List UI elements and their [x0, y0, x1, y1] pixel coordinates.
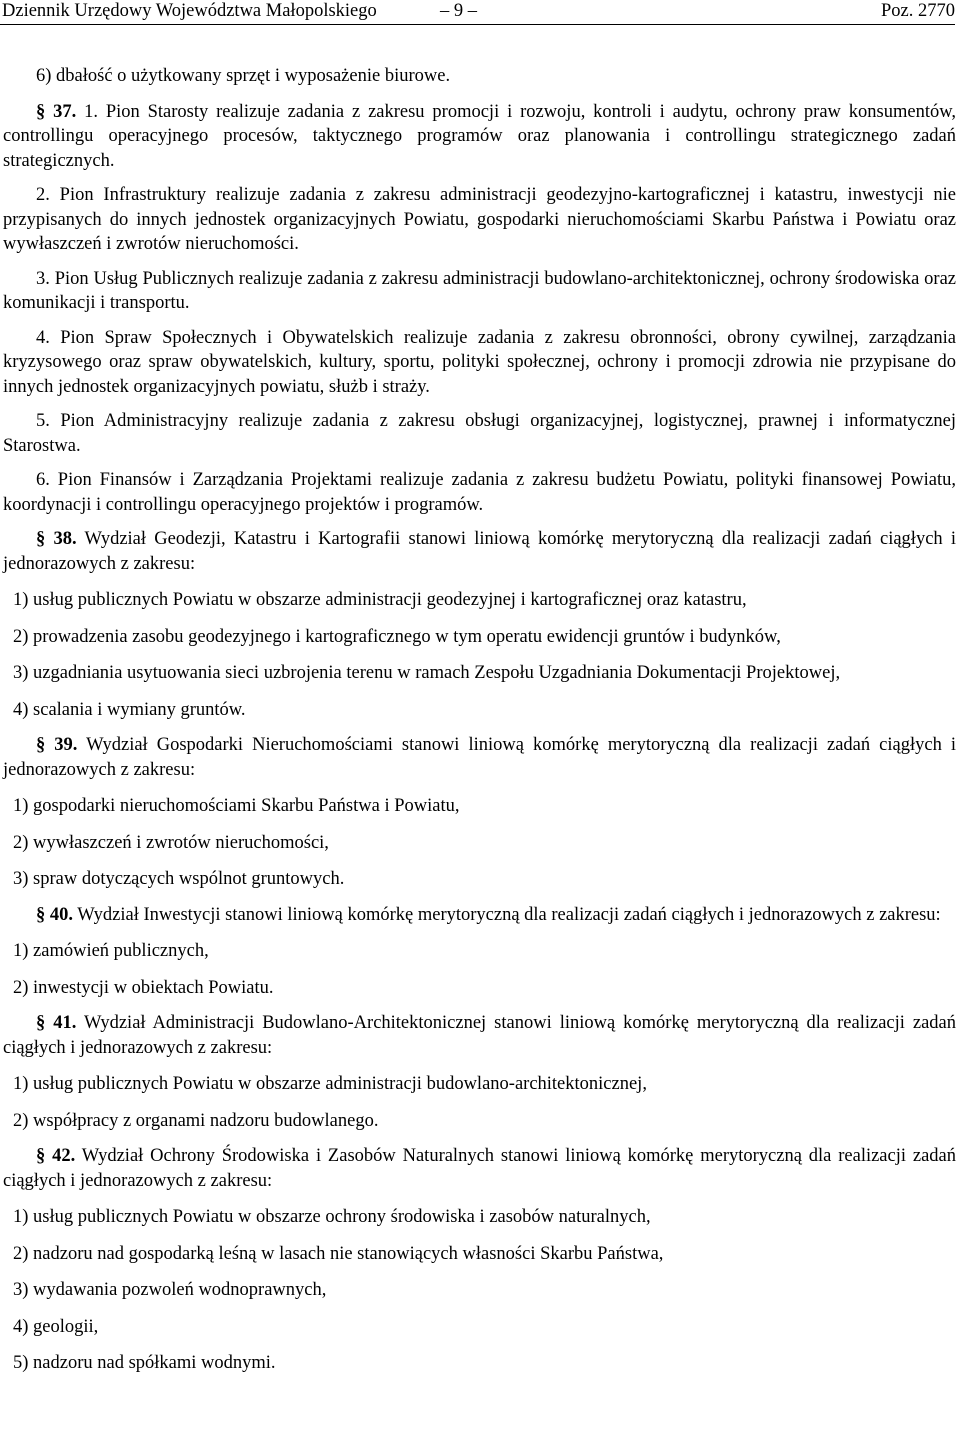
list-item: 3) wydawania pozwoleń wodnoprawnych,: [13, 1280, 327, 1300]
list-item: 1) usług publicznych Powiatu w obszarze administracji geodezyjnej i kartograficznej oraz katastru,: [13, 590, 747, 610]
section-41-intro: [3, 1011, 956, 1060]
section-37-paragraph-4: 4. Pion Spraw Społecznych i Obywatelskich realizuje zadania z zakresu obronności, obrony cywilnej, zarządzania kryzysowego oraz spraw obywatelskich, kultury, sportu, polityki społecznej, ochrony i promocji zdrowia nie przypisane do innych jednostek organizacyjnych powiatu, służb i straży.: [3, 327, 956, 397]
section-number: § 41.: [36, 1013, 77, 1033]
list-item: 2) prowadzenia zasobu geodezyjnego i kartograficznego w tym operatu ewidencji gruntów i budynków,: [13, 626, 781, 647]
list-item: 5) nadzoru nad spółkami wodnymi.: [13, 1353, 276, 1373]
list-item: 1) usług publicznych Powiatu w obszarze administracji budowlano-architektonicznej,: [13, 1074, 647, 1094]
list-item: 3) uzgadniania usytuowania sieci uzbrojenia terenu w ramach Zespołu Uzgadniania Dokumentacji Projektowej,: [13, 663, 841, 683]
section-text: Wydział Ochrony Środowiska i Zasobów Naturalnych stanowi liniową komórkę merytoryczną dla realizacji zadań ciągłych i jednorazowych z zakresu:: [3, 1146, 956, 1191]
section-39-intro: [3, 733, 956, 782]
document-body: [3, 64, 956, 1376]
section-number: § 37.: [36, 101, 77, 122]
page-header: [0, 0, 955, 25]
section-number: § 38.: [36, 529, 77, 549]
list-item: 6) dbałość o użytkowany sprzęt i wyposażenie biurowe.: [36, 66, 451, 86]
list-item: 1) usług publicznych Powiatu w obszarze ochrony środowiska i zasobów naturalnych,: [13, 1207, 651, 1227]
section-37-paragraph-5: 5. Pion Administracyjny realizuje zadania z zakresu obsługi organizacyjnej, logistycznej, prawnej i informatycznej Starostwa.: [3, 411, 956, 456]
journal-title: Dziennik Urzędowy Województwa Małopolskiego: [2, 1, 377, 21]
paragraph-text: Pion Starosty realizuje zadania z zakresu promocji i rozwoju, kontroli i audytu, ochrony praw konsumentów, controllingu operacyjnego procesów, taktycznego programów oraz planowania i controllingu strategicznego zadań strategicznych.: [3, 101, 956, 171]
list-item: 3) spraw dotyczących wspólnot gruntowych.: [13, 869, 345, 889]
section-text: Wydział Administracji Budowlano-Architektonicznej stanowi liniową komórkę merytoryczną dla realizacji zadań ciągłych i jednorazowych z zakresu:: [3, 1013, 957, 1058]
section-37-paragraph-1: [3, 100, 956, 174]
section-37-paragraph-3: 3. Pion Usług Publicznych realizuje zadania z zakresu administracji budowlano-architektonicznej, ochrony środowiska oraz komunikacji i transportu.: [3, 268, 956, 313]
section-38-intro: [3, 527, 956, 576]
paragraph-number: 1.: [84, 101, 98, 122]
section-37-paragraph-2: 2. Pion Infrastruktury realizuje zadania z zakresu administracji geodezyjno-kartograficznej i katastru, inwestycji nie przypisanych do innych jednostek organizacyjnych Powiatu, gospodarki nieruchomościami Skarbu Państwa i Powiatu oraz wywłaszczeń i zwrotów nieruchomości.: [3, 185, 956, 254]
section-text: Wydział Gospodarki Nieruchomościami stanowi liniową komórkę merytoryczną dla realizacji zadań ciągłych i jednorazowych z zakresu:: [3, 735, 957, 780]
list-item: 2) współpracy z organami nadzoru budowlanego.: [13, 1110, 379, 1131]
section-42-intro: [3, 1144, 956, 1193]
section-37-paragraph-6: 6. Pion Finansów i Zarządzania Projektami realizuje zadania z zakresu budżetu Powiatu, polityki finansowej Powiatu, koordynacji i controllingu operacyjnego projektów i programów.: [3, 470, 956, 515]
section-number: § 42.: [36, 1146, 76, 1166]
section-number: § 39.: [36, 735, 78, 755]
list-item: 2) wywłaszczeń i zwrotów nieruchomości,: [13, 832, 329, 853]
section-40-intro: [3, 903, 956, 928]
list-item: 1) gospodarki nieruchomościami Skarbu Państwa i Powiatu,: [13, 796, 460, 816]
position-number: Poz. 2770: [881, 1, 955, 21]
section-number: § 40.: [36, 904, 73, 925]
list-item: 4) scalania i wymiany gruntów.: [13, 699, 246, 720]
section-text: Wydział Inwestycji stanowi liniową komórkę merytoryczną dla realizacji zadań ciągłych i jednorazowych z zakresu:: [77, 904, 941, 925]
section-text: Wydział Geodezji, Katastru i Kartografii stanowi liniową komórkę merytoryczną dla realizacji zadań ciągłych i jednorazowych z zakresu:: [3, 529, 957, 574]
list-item: 1) zamówień publicznych,: [13, 941, 209, 961]
page-number: – 9 –: [440, 1, 477, 21]
list-item: 2) inwestycji w obiektach Powiatu.: [13, 977, 274, 998]
list-item: 4) geologii,: [13, 1316, 99, 1337]
list-item: 2) nadzoru nad gospodarką leśną w lasach nie stanowiących własności Skarbu Państwa,: [13, 1243, 664, 1264]
